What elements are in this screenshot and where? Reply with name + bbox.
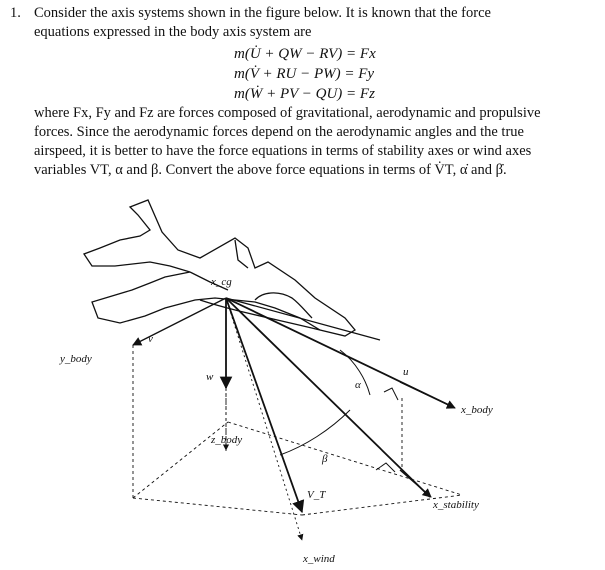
stability-axis bbox=[226, 298, 430, 497]
label-w: w bbox=[206, 371, 214, 383]
para-line-4: variables VT, α and β. Convert the above force equations in terms of V̇T, α̇ and β̇. bbox=[34, 162, 507, 178]
problem-number: 1. bbox=[10, 5, 21, 21]
label-beta: β bbox=[322, 453, 328, 465]
vt-vector bbox=[226, 298, 302, 512]
intro-line-2: equations expressed in the body axis system are bbox=[34, 24, 312, 40]
axis-lines bbox=[133, 298, 455, 540]
label-x-wind: x_wind bbox=[303, 553, 335, 565]
para-line-3: airspeed, it is better to have the force equations in terms of stability axes or wind axes bbox=[34, 143, 532, 159]
x-body-axis bbox=[400, 382, 455, 408]
para-line-2: forces. Since the aerodynamic forces depend on the aerodynamic angles and the true bbox=[34, 124, 524, 140]
right-angle-marker bbox=[384, 388, 398, 400]
aircraft-outline bbox=[84, 200, 355, 336]
x-stability-axis bbox=[400, 470, 431, 497]
label-vt: V_T bbox=[307, 489, 326, 501]
equation-x: m(U̇ + QW − RV) = Fx bbox=[234, 46, 376, 62]
label-x-body: x_body bbox=[461, 404, 493, 416]
label-y-body: y_body bbox=[60, 353, 92, 365]
label-x-cg: x_cg bbox=[211, 276, 232, 288]
label-v: v bbox=[148, 333, 153, 345]
label-alpha: α bbox=[355, 379, 361, 391]
label-u: u bbox=[403, 366, 409, 378]
y-body-axis bbox=[133, 298, 226, 345]
beta-arc bbox=[280, 410, 350, 455]
projection-box bbox=[133, 345, 462, 515]
velocity-projection bbox=[226, 298, 380, 340]
equation-y: m(V̇ + RU − PW) = Fy bbox=[234, 66, 375, 82]
label-z-body: z_body bbox=[211, 434, 243, 446]
right-angle-marker-2 bbox=[376, 463, 395, 472]
equation-z: m(Ẇ + PV − QU) = Fz bbox=[234, 86, 375, 102]
label-x-stability: x_stability bbox=[433, 499, 479, 511]
para-line-1: where Fx, Fy and Fz are forces composed of gravitational, aerodynamic and propulsive bbox=[34, 105, 541, 121]
intro-line-1: Consider the axis systems shown in the figure below. It is known that the force bbox=[34, 5, 491, 21]
